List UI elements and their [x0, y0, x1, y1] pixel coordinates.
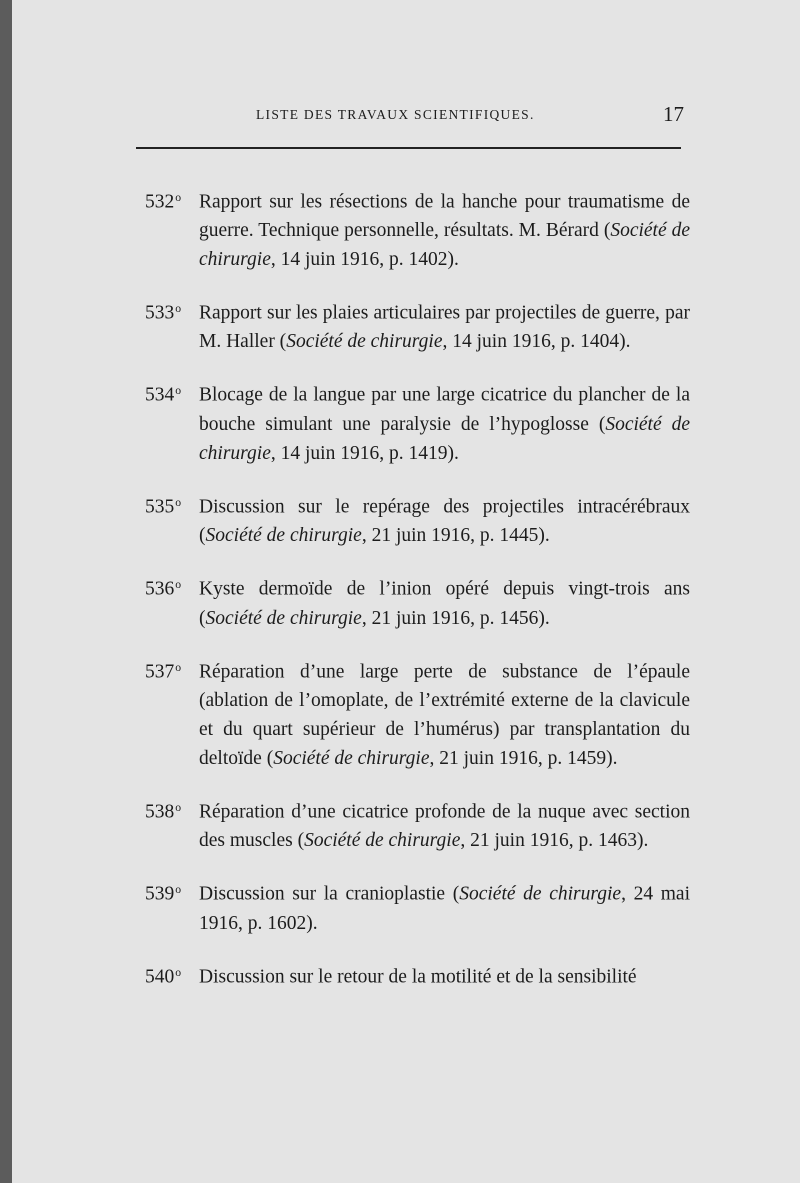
entry-number [145, 294, 199, 327]
entry-number-superscript: o [175, 660, 182, 674]
entry-text: Discussion sur le retour de la motilité et de la sensibilité [199, 966, 637, 988]
bibliography-entry [145, 294, 690, 356]
entry-number [145, 793, 199, 826]
entry-number-value: 538 [145, 801, 175, 823]
entry-number-value: 533 [145, 302, 175, 324]
entry-journal: Société de chirurgie [205, 525, 362, 547]
entry-journal: Société de chirurgie [205, 607, 362, 629]
header-rule [136, 147, 681, 149]
entry-number-superscript: o [175, 495, 182, 509]
entry-number-value: 534 [145, 384, 175, 406]
entry-text: Réparation d’une large perte de substance de l’épaule (ablation de l’omoplate, de l’extrémité externe de la clavicule et du quart supérieur de l’humérus) par transplantation du deltoïde ( [199, 661, 690, 770]
entry-number-value: 540 [145, 966, 175, 988]
entry-number-value: 537 [145, 661, 175, 683]
entry-citation: , 21 juin 1916, p. 1456). [361, 607, 550, 629]
entry-citation: , 21 juin 1916, p. 1459). [429, 748, 618, 770]
entry-journal: Société de chirurgie [273, 748, 430, 770]
entry-number-superscript: o [175, 578, 182, 592]
entry-journal: Société de chirurgie [304, 830, 461, 852]
entry-number [145, 376, 199, 409]
entry-text: Discussion sur la cranioplastie ( [199, 883, 460, 905]
entry-number-value: 539 [145, 883, 175, 905]
entry-text: Kyste dermoïde de l’inion opéré depuis vingt-trois ans ( [199, 578, 690, 629]
entry-number-superscript: o [175, 301, 182, 315]
entry-number-superscript: o [175, 190, 182, 204]
entry-number-superscript: o [175, 883, 182, 897]
entry-number [145, 875, 199, 908]
entry-citation: , 24 mai 1916, p. 1602). [199, 883, 690, 934]
entry-number-value: 535 [145, 496, 175, 518]
entry-citation: , 21 juin 1916, p. 1445). [361, 525, 550, 547]
entry-number [145, 958, 199, 991]
entry-number-superscript: o [175, 801, 182, 815]
bibliography-entry [145, 875, 690, 937]
document-page [12, 0, 800, 1183]
entry-number [145, 488, 199, 521]
entry-text: Blocage de la langue par une large cicatrice du plancher de la bouche simulant une paralysie de l’hypoglosse ( [199, 384, 690, 435]
entry-number [145, 183, 199, 216]
header-title: LISTE DES TRAVAUX SCIENTIFIQUES. [256, 107, 535, 122]
entry-journal: Société de chirurgie [459, 883, 622, 905]
bibliography-entry [145, 570, 690, 632]
entry-text: Discussion sur le repérage des projectiles intracérébraux ( [199, 496, 690, 547]
bibliography-entry [145, 183, 690, 274]
entry-number [145, 570, 199, 603]
entry-text: Rapport sur les plaies articulaires par projectiles de guerre, par M. Haller ( [199, 302, 690, 353]
entry-number [145, 653, 199, 686]
bibliography-entry [145, 376, 690, 467]
entry-number-value: 532 [145, 190, 175, 212]
entry-citation: , 21 juin 1916, p. 1463). [460, 830, 649, 852]
entry-journal: Société de chirurgie [286, 331, 443, 353]
entry-number-superscript: o [175, 965, 182, 979]
entry-journal: Société de chirurgie [199, 413, 690, 464]
bibliography-entry [145, 653, 690, 773]
entry-citation: , 14 juin 1916, p. 1419). [270, 442, 459, 464]
entry-number-superscript: o [175, 384, 182, 398]
entry-citation: , 14 juin 1916, p. 1404). [442, 331, 631, 353]
bibliography-entry [145, 793, 690, 855]
entry-text: Réparation d’une cicatrice profonde de la nuque avec section des muscles ( [199, 801, 690, 852]
entry-citation: , 14 juin 1916, p. 1402). [270, 248, 459, 270]
entry-journal: Société de chirurgie [199, 219, 690, 270]
page-number: 17 [663, 102, 684, 126]
entry-text: Rapport sur les résections de la hanche pour traumatisme de guerre. Technique personnelle, résultats. M. Bérard ( [199, 190, 690, 241]
entry-list [145, 163, 690, 1011]
entry-number-value: 536 [145, 578, 175, 600]
bibliography-entry [145, 958, 690, 991]
bibliography-entry [145, 488, 690, 550]
